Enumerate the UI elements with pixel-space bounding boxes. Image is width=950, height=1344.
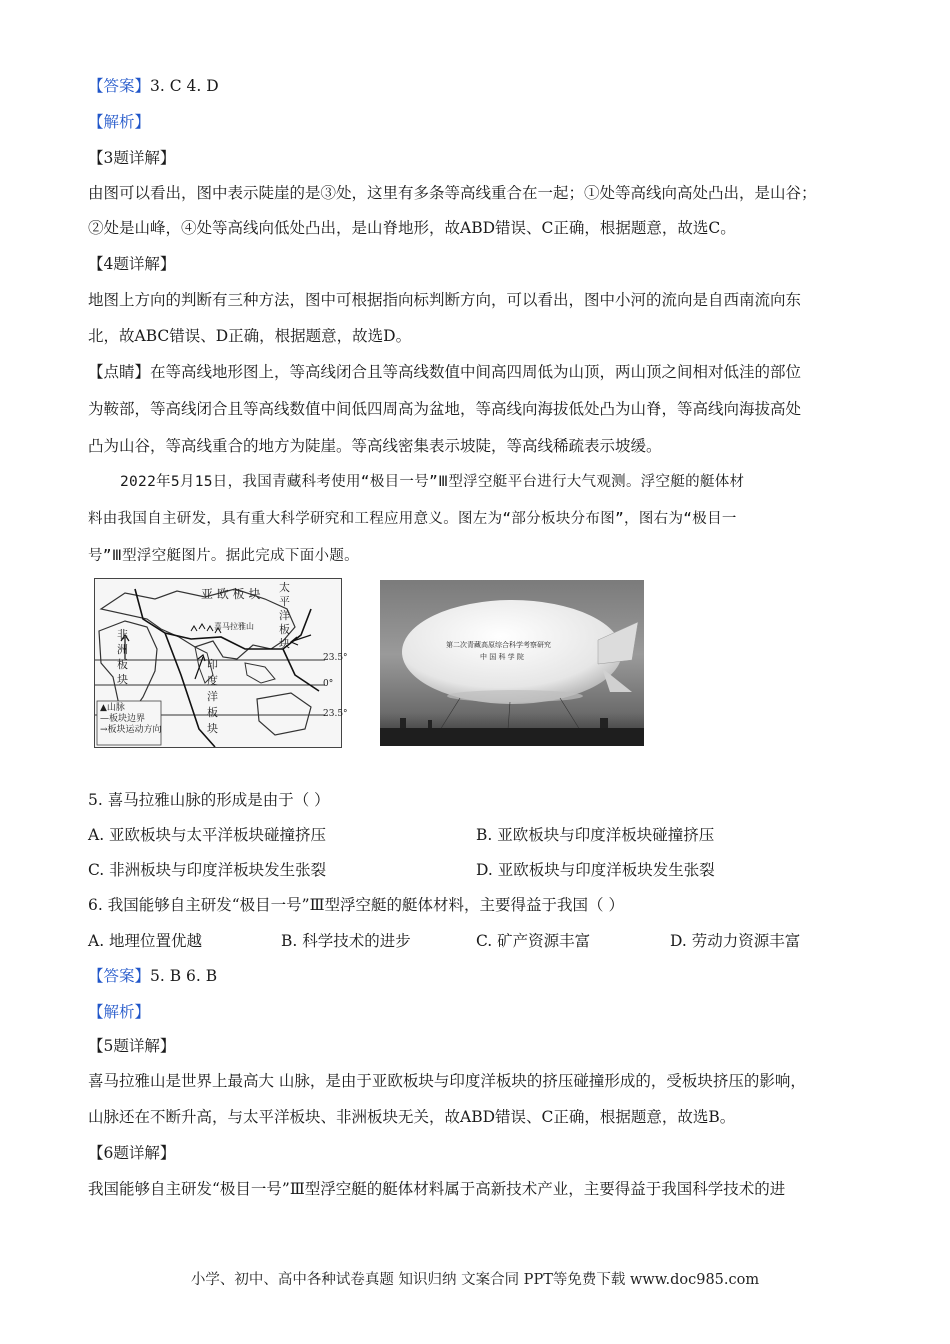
airship-photo xyxy=(380,580,644,746)
answer-text-2: 5. B 6. B xyxy=(150,967,218,985)
label-eurasia-plate: 亚 欧 板 块 xyxy=(201,587,261,601)
q4-detail-line-1: 地图上方向的判断有三种方法，图中可根据指向标判断方向，可以看出，图中小河的流向是自西南流向东 xyxy=(88,291,802,309)
legend-boundary: —板块边界 xyxy=(100,714,146,724)
question-6: 6. 我国能够自主研发“极目一号”Ⅲ型浮空艇的艇体材料，主要得益于我国（ ） xyxy=(88,896,624,914)
tip-line-3: 凸为山谷，等高线重合的地方为陡崖。等高线密集表示坡陡，等高线稀疏表示坡缓。 xyxy=(88,437,662,455)
question-5: 5. 喜马拉雅山脉的形成是由于（ ） xyxy=(88,791,330,809)
q6-detail-tag: 【6题详解】 xyxy=(88,1144,176,1162)
q5-detail-tag: 【5题详解】 xyxy=(88,1037,176,1055)
q5-option-c: C. 非洲板块与印度洋板块发生张裂 xyxy=(88,861,327,879)
answer-text: 3. C 4. D xyxy=(150,77,219,95)
tip-line-1 xyxy=(88,362,868,382)
q3-detail-tag: 【3题详解】 xyxy=(88,149,176,167)
q4-detail-line-2: 北，故ABC错误、D正确，根据题意，故选D。 xyxy=(88,327,412,345)
answer-tag-2: 【答案】 xyxy=(88,967,151,985)
page-footer: 小学、初中、高中各种试卷真题 知识归纳 文案合同 PPT等免费下载 www.doc985.com xyxy=(190,1272,760,1288)
map-legend xyxy=(100,703,162,736)
q6-option-a: A. 地理位置优越 xyxy=(88,932,203,950)
airship-drawing xyxy=(380,580,644,746)
q5-detail-line-1: 喜马拉雅山是世界上最高大 山脉，是由于亚欧板块与印度洋板块的挤压碰撞形成的，受板块挤压的影响， xyxy=(88,1072,806,1090)
q6-option-b: B. 科学技术的进步 xyxy=(281,932,411,950)
answer-tag: 【答案】 xyxy=(88,77,151,95)
answer-line-2 xyxy=(88,966,868,986)
q5-detail-line-2: 山脉还在不断升高，与太平洋板块、非洲板块无关，故ABD错误、C正确，根据题意，故选B。 xyxy=(88,1108,736,1126)
passage-line-2: 料由我国自主研发，具有重大科学研究和工程应用意义。图左为“部分板块分布图”，图右为“极目一 xyxy=(88,511,737,527)
line-icon: — xyxy=(100,714,109,724)
q6-option-c: C. 矿产资源丰富 xyxy=(476,932,591,950)
plate-map xyxy=(94,578,348,748)
legend-motion: →板块运动方向 xyxy=(100,725,162,735)
label-lat-north: 23.5° xyxy=(323,653,348,663)
label-indian-plate: 印 度 洋 板 块 xyxy=(207,658,218,735)
legend-mountain: ▲山脉 xyxy=(100,703,125,713)
label-lat-south: 23.5° xyxy=(323,709,348,719)
answer-line-1 xyxy=(88,76,868,96)
airship-banner-line-1: 第二次青藏高原综合科学考察研究 xyxy=(446,641,551,649)
label-african-plate: 非 洲 板 块 xyxy=(117,628,128,686)
analysis-tag: 【解析】 xyxy=(88,113,151,131)
label-lat-equator: 0° xyxy=(323,679,334,689)
q3-detail-line-2: ②处是山峰，④处等高线向低处凸出，是山脊地形，故ABD错误、C正确，根据题意，故选C。 xyxy=(88,219,736,237)
q6-detail-line-1: 我国能够自主研发“极目一号”Ⅲ型浮空艇的艇体材料属于高新技术产业，主要得益于我国科学技术的进 xyxy=(88,1180,786,1198)
analysis-tag-2: 【解析】 xyxy=(88,1003,151,1021)
q5-option-a: A. 亚欧板块与太平洋板块碰撞挤压 xyxy=(88,826,327,844)
label-pacific-plate: 太 平 洋 板 块 xyxy=(279,581,290,650)
q4-detail-tag: 【4题详解】 xyxy=(88,255,176,273)
label-himalaya: 喜马拉雅山 xyxy=(214,622,254,631)
arrow-icon: → xyxy=(100,725,108,735)
passage-line-3: 号”Ⅲ型浮空艇图片。据此完成下面小题。 xyxy=(88,548,359,564)
tip-text-1: 在等高线地形图上，等高线闭合且等高线数值中间高四周低为山顶，两山顶之间相对低洼的部位 xyxy=(150,363,802,381)
airship-banner-line-2: 中 国 科 学 院 xyxy=(480,653,524,661)
mountain-icon: ▲ xyxy=(100,703,107,713)
q3-detail-line-1: 由图可以看出，图中表示陡崖的是③处，这里有多条等高线重合在一起；①处等高线向高处凸出，是山谷； xyxy=(88,184,817,202)
q5-option-b: B. 亚欧板块与印度洋板块碰撞挤压 xyxy=(476,826,715,844)
q5-option-d: D. 亚欧板块与印度洋板块发生张裂 xyxy=(476,861,715,879)
tip-tag: 【点睛】 xyxy=(88,363,151,381)
passage-line-1: 2022年5月15日，我国青藏科考使用“极目一号”Ⅲ型浮空艇平台进行大气观测。浮空艇的艇体材 xyxy=(120,474,745,490)
tip-line-2: 为鞍部，等高线闭合且等高线数值中间低四周高为盆地，等高线向海拔低处凸为山脊，等高线向海拔高处 xyxy=(88,400,802,418)
q6-option-d: D. 劳动力资源丰富 xyxy=(670,932,801,950)
